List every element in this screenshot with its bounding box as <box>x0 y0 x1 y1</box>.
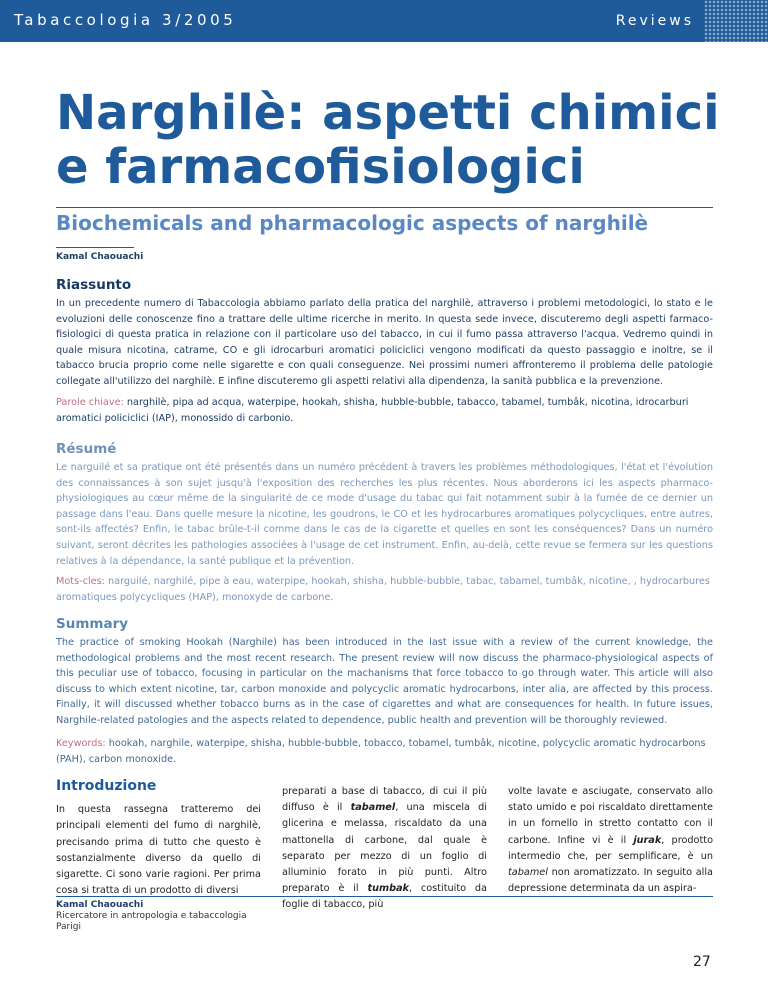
body-column-2 <box>282 784 487 914</box>
intro-col2-part: , costituito da foglie di tabacco, più <box>282 883 487 911</box>
journal-header-bar <box>0 0 768 42</box>
body-column-3 <box>508 784 713 897</box>
term-tabamel: tabamel <box>350 802 396 814</box>
intro-col2-part: , una miscela di glicerina e melassa, riscaldato da una mattonella di carbone, dal quale è separato per mezzo di un foglio di alluminio forato in più punti. Altro preparato è il <box>282 802 487 895</box>
intro-heading: Introduzione <box>56 778 157 794</box>
author-name: Kamal Chaouachi <box>56 252 144 262</box>
intro-col3-part: volte lavate e asciugate, conservato allo stato umido e poi riscaldato direttamente in un fornello in stretto contatto con il carbone. Infine vi è il <box>508 786 713 846</box>
article-title: Narghilè: aspetti chimici e farmacofisiologici <box>56 85 720 195</box>
footer-author-note <box>56 900 247 933</box>
mots-cles-text: narguilé, narghilé, pipe à eau, waterpipe, hookah, shisha, hubble-bubble, tabac, tabamel, tumbâk, nicotine, , hydrocarbures aromatiques polycycliques (HAP), monoxyde de carbone. <box>56 576 710 603</box>
footer-rule <box>56 896 713 897</box>
riassunto-heading: Riassunto <box>56 277 132 293</box>
term-jurak: jurak <box>633 834 662 846</box>
keywords-label: Keywords: <box>56 738 106 749</box>
article-subtitle: Biochemicals and pharmacologic aspects of narghilè <box>56 211 649 235</box>
parole-chiave-label: Parole chiave: <box>56 397 124 408</box>
resume-heading: Résumé <box>56 441 117 457</box>
intro-col2-text <box>282 784 487 914</box>
summary-heading: Summary <box>56 616 129 632</box>
riassunto-section <box>56 277 713 390</box>
mots-cles-label: Mots-cles: <box>56 576 105 587</box>
intro-col3-text <box>508 784 713 897</box>
author-rule <box>56 247 134 248</box>
parole-chiave-text: narghilè, pipa ad acqua, waterpipe, hookah, shisha, hubble-bubble, tabacco, tabamel, tumbâk, nicotina, idrocarburi aromatici policiclici (IAP), monossido di carbonio. <box>56 397 689 424</box>
resume-text: Le narguilé et sa pratique ont été présentés dans un numéro précédent à travers les problèmes méthodologiques, l'état et l'évolution des connaissances à son sujet jusqu'à l'exposition des recherches les plus récentes. Nous aborderons ici les aspects pharmaco-physiologiques au cœur même de la singularité de ce mode d'usage du tabac qui fait notamment subir à la fumée de ce dernier un passage dans l'eau. Dans quelle mesure la nicotine, les goudrons, le CO et les hydrocarbures aromatiques polycycliques, entre autres, sont-ils affectés? Enfin, le tabac brûle-t-il comme dans le cas de la cigarette et quelles en sont les conséquences? Dans un numéro suivant, seront décrites les pathologies associées à l'usage de cet instrument. Enfin, au-delà, cette revue se fermera sur les questions relatives à la dépendance, la santé publique et la prévention. <box>56 462 713 567</box>
keywords <box>56 736 713 767</box>
page-number: 27 <box>693 954 711 970</box>
mots-cles <box>56 574 713 605</box>
resume-section <box>56 441 713 569</box>
intro-col3-part: , prodotto intermedio che, per semplificare, è un <box>508 834 713 862</box>
intro-col2-part: preparati a base di tabacco, di cui il più diffuso è il <box>282 786 487 814</box>
footer-city: Parigi <box>56 922 81 932</box>
title-rule <box>56 207 713 208</box>
term-tumbak: tumbak <box>367 883 409 895</box>
header-dot-pattern <box>704 0 768 42</box>
intro-col1-text: In questa rassegna tratteremo dei principali elementi del fumo di narghilè, precisando prima di tutto che questo è sostanzialmente diverso da quello di sigarette. Ci sono varie ragioni. Per prima cosa si tratta di un prodotto di diversi <box>56 804 261 897</box>
journal-name: Tabaccologia 3/2005 <box>14 11 237 29</box>
body-column-1 <box>56 778 261 899</box>
footer-author: Kamal Chaouachi <box>56 900 144 910</box>
summary-section <box>56 616 713 729</box>
riassunto-text: In un precedente numero di Tabaccologia abbiamo parlato della pratica del narghilè, attraverso i problemi metodologici, lo stato e le evoluzioni delle conoscenze fino a trattare delle ultime ricerche in merito. In questa sede invece, discuteremo degli aspetti farmaco-fisiologici di questa pratica in relazione con il particolare uso del tabacco, in cui il fumo passa attraverso l'acqua. Vedremo quindi in quale misura nicotina, catrame, CO e gli idrocarburi aromatici policiclici vengono modificati da questo passaggio e inoltre, se il tabacco brucia proprio come nelle sigarette e con quali conseguenze. Nei prossimi numeri affronteremo il problema delle patologie collegate all'utilizzo del narghilè. E infine discuteremo gli aspetti relativi alla dipendenza, la sanità pubblica e la prevenzione. <box>56 298 713 387</box>
intro-col3-part: non aromatizzato. In seguito alla depressione determinata da un aspira- <box>508 867 713 895</box>
summary-text: The practice of smoking Hookah (Narghile) has been introduced in the last issue with a review of the current knowledge, the methodological problems and the most recent research. The present review will now discuss the pharmaco-physiological aspects of this peculiar use of tobacco, focusing in particular on the machanisms that force tobacco to go through water. This article will also discuss to which extent nicotine, tar, carbon monoxide and polycyclic aromatic hydrocarbons, inter alia, are affected by this process. Finally, it will discussed whether tobacco burns as in the case of cigarettes and what are consequences for health. In future issues, Narghile-related patologies and the aspects related to dependence, public health and prevention will be thoroughly reviewed. <box>56 637 713 726</box>
parole-chiave <box>56 395 713 426</box>
section-label: Reviews <box>615 13 694 29</box>
footer-role: Ricercatore in antropologia e tabaccologia <box>56 911 247 921</box>
keywords-text: hookah, narghile, waterpipe, shisha, hubble-bubble, tobacco, tobamel, tumbâk, nicotine, polycyclic aromatic hydrocarbons (PAH), carbon monoxide. <box>56 738 706 765</box>
term-tabamel-2: tabamel <box>508 867 548 879</box>
